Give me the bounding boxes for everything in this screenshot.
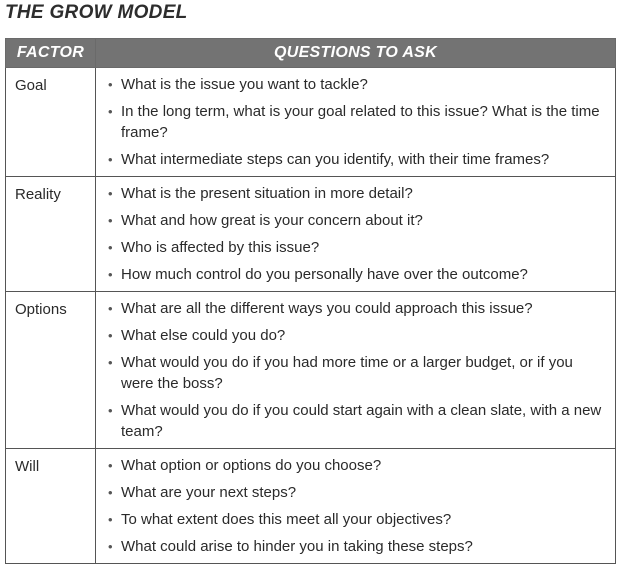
bullet-dot-icon: • [108,403,113,418]
question-text: To what extent does this meet all your objectives? [121,511,452,528]
bullet-dot-icon: • [108,186,113,201]
factor-cell: Reality [6,177,96,292]
questions-cell [96,68,616,177]
factor-column-header: FACTOR [6,39,96,68]
question-item [108,352,607,394]
question-text: In the long term, what is your goal related to this issue? What is the time frame? [121,103,600,141]
question-text: What is the present situation in more detail? [121,185,413,202]
question-item [108,149,607,170]
question-text: What are all the different ways you could approach this issue? [121,300,533,317]
bullet-dot-icon: • [108,213,113,228]
question-list [108,298,607,442]
bullet-dot-icon: • [108,240,113,255]
bullet-dot-icon: • [108,301,113,316]
questions-cell [96,292,616,449]
question-item [108,101,607,143]
table-row [6,68,616,177]
question-item [108,183,607,204]
questions-cell [96,449,616,564]
factor-cell: Will [6,449,96,564]
question-item [108,482,607,503]
table-row [6,177,616,292]
question-text: What else could you do? [121,327,286,344]
question-item [108,210,607,231]
question-text: What is the issue you want to tackle? [121,76,368,93]
question-text: What option or options do you choose? [121,457,382,474]
question-item [108,325,607,346]
question-text: What could arise to hinder you in taking these steps? [121,538,473,555]
table-header-row [6,39,616,68]
question-text: What would you do if you had more time or a larger budget, or if you were the boss? [121,354,573,392]
question-list [108,455,607,557]
bullet-dot-icon: • [108,328,113,343]
question-text: Who is affected by this issue? [121,239,320,256]
question-item [108,536,607,557]
bullet-dot-icon: • [108,152,113,167]
bullet-dot-icon: • [108,512,113,527]
question-list [108,74,607,170]
table-row [6,449,616,564]
bullet-dot-icon: • [108,485,113,500]
bullet-dot-icon: • [108,267,113,282]
questions-cell [96,177,616,292]
bullet-dot-icon: • [108,77,113,92]
question-item [108,509,607,530]
question-item [108,298,607,319]
factor-cell: Options [6,292,96,449]
question-item [108,237,607,258]
bullet-dot-icon: • [108,539,113,554]
question-item [108,264,607,285]
grow-model-table [5,38,616,564]
question-item [108,400,607,442]
page-title: THE GROW MODEL [5,2,188,23]
bullet-dot-icon: • [108,458,113,473]
question-item [108,455,607,476]
bullet-dot-icon: • [108,104,113,119]
table-body [6,68,616,564]
question-item [108,74,607,95]
question-list [108,183,607,285]
questions-column-header: QUESTIONS TO ASK [96,39,616,68]
question-text: How much control do you personally have over the outcome? [121,266,528,283]
question-text: What would you do if you could start again with a clean slate, with a new team? [121,402,602,440]
factor-cell: Goal [6,68,96,177]
question-text: What intermediate steps can you identify, with their time frames? [121,151,550,168]
question-text: What and how great is your concern about it? [121,212,423,229]
table-row [6,292,616,449]
bullet-dot-icon: • [108,355,113,370]
question-text: What are your next steps? [121,484,297,501]
